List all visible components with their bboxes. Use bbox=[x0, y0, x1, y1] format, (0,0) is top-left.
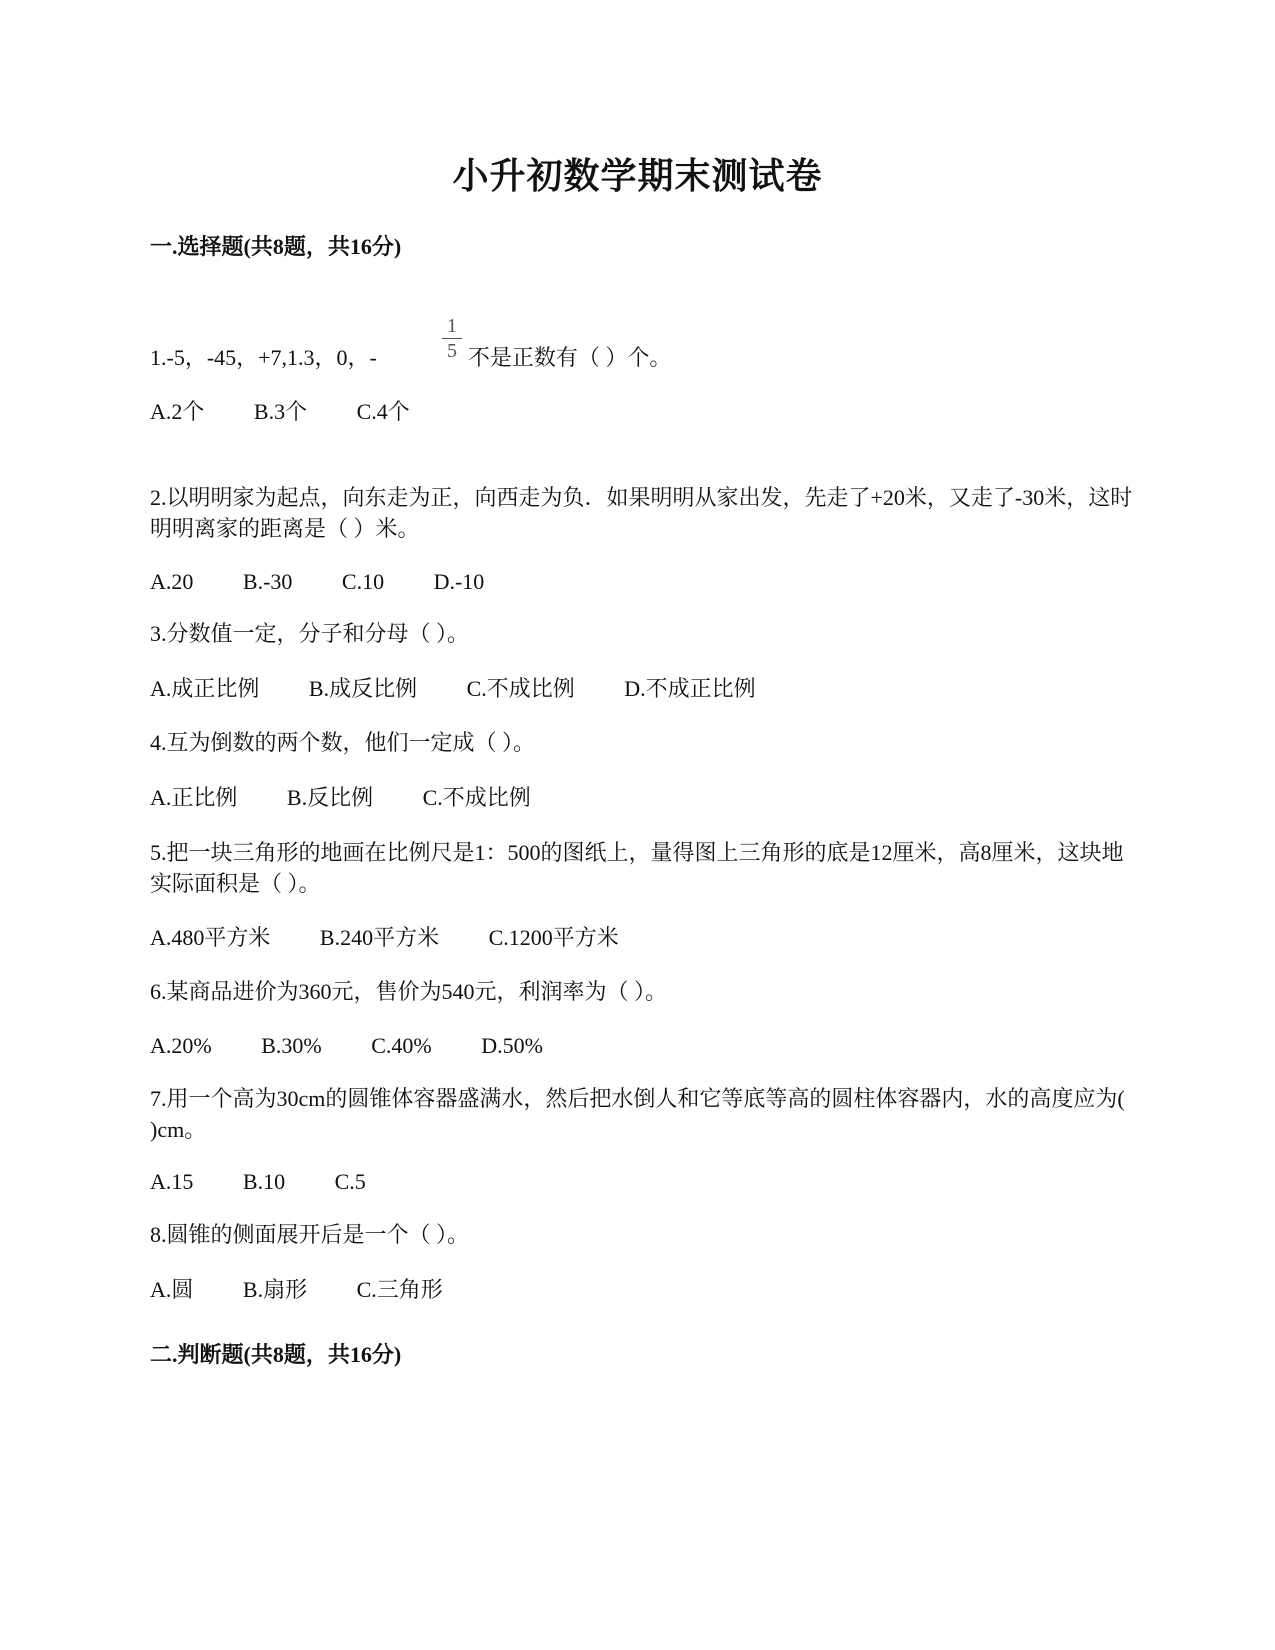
option: A.2个 bbox=[150, 399, 205, 424]
fraction-denominator: 5 bbox=[447, 340, 457, 362]
section-heading-judgment: 二.判断题(共8题，共16分) bbox=[150, 1342, 402, 1367]
option: C.1200平方米 bbox=[488, 925, 619, 950]
option: D.50% bbox=[481, 1033, 543, 1058]
option: C.5 bbox=[334, 1169, 366, 1194]
option: C.不成比例 bbox=[422, 785, 531, 810]
option: B.反比例 bbox=[286, 785, 374, 810]
fraction-numerator: 1 bbox=[447, 315, 457, 337]
page-title: 小升初数学期末测试卷 bbox=[452, 156, 823, 196]
question-3: 3.分数值一定，分子和分母（ ）。 bbox=[150, 621, 470, 646]
question-1-suffix: 不是正数有（ ）个。 bbox=[467, 345, 672, 370]
question-5-options bbox=[150, 923, 663, 953]
option: C.4个 bbox=[356, 399, 410, 424]
question-4-options bbox=[150, 783, 575, 813]
option: C.三角形 bbox=[356, 1277, 443, 1302]
question-7-options bbox=[150, 1167, 410, 1197]
question-4: 4.互为倒数的两个数，他们一定成（ ）。 bbox=[150, 730, 536, 755]
question-5: 5.把一块三角形的地画在比例尺是1：500的图纸上，量得图上三角形的底是12厘米，高8厘米，这块地实际面积是（ ）。 bbox=[150, 840, 1124, 896]
question-8: 8.圆锥的侧面展开后是一个（ ）。 bbox=[150, 1222, 470, 1247]
question-1 bbox=[150, 343, 671, 373]
question-2: 2.以明明家为起点，向东走为正，向西走为负．如果明明从家出发，先走了+20米，又走了-30米，这时明明离家的距离是（ ）米。 bbox=[150, 485, 1133, 541]
option: B.成反比例 bbox=[308, 676, 418, 701]
option: A.20 bbox=[150, 569, 194, 594]
option: A.480平方米 bbox=[150, 925, 271, 950]
option: D.不成正比例 bbox=[624, 676, 756, 701]
option: C.10 bbox=[341, 569, 385, 594]
option: C.40% bbox=[371, 1033, 432, 1058]
option: B.10 bbox=[242, 1169, 286, 1194]
option: B.3个 bbox=[253, 399, 308, 424]
option: B.扇形 bbox=[242, 1277, 308, 1302]
question-1-prefix: 1.-5，-45，+7,1.3，0，- bbox=[150, 345, 377, 370]
section-heading-choice: 一.选择题(共8题，共16分) bbox=[150, 234, 402, 259]
option: A.15 bbox=[150, 1169, 194, 1194]
question-1-options bbox=[150, 397, 454, 427]
option: C.不成比例 bbox=[466, 676, 575, 701]
question-3-options bbox=[150, 674, 800, 704]
question-6-options bbox=[150, 1031, 587, 1061]
fraction-bar bbox=[442, 338, 462, 339]
question-8-options bbox=[150, 1275, 487, 1305]
question-7: 7.用一个高为30cm的圆锥体容器盛满水，然后把水倒人和它等底等高的圆柱体容器内，水的高度应为( )cm。 bbox=[150, 1086, 1125, 1142]
option: A.成正比例 bbox=[150, 676, 260, 701]
option: D.-10 bbox=[433, 569, 485, 594]
question-6: 6.某商品进价为360元，售价为540元，利润率为（ ）。 bbox=[150, 979, 668, 1004]
option: A.正比例 bbox=[150, 785, 238, 810]
option: A.圆 bbox=[150, 1277, 194, 1302]
option: B.30% bbox=[261, 1033, 322, 1058]
option: B.-30 bbox=[242, 569, 293, 594]
option: B.240平方米 bbox=[319, 925, 440, 950]
question-2-options bbox=[150, 567, 528, 597]
option: A.20% bbox=[150, 1033, 212, 1058]
